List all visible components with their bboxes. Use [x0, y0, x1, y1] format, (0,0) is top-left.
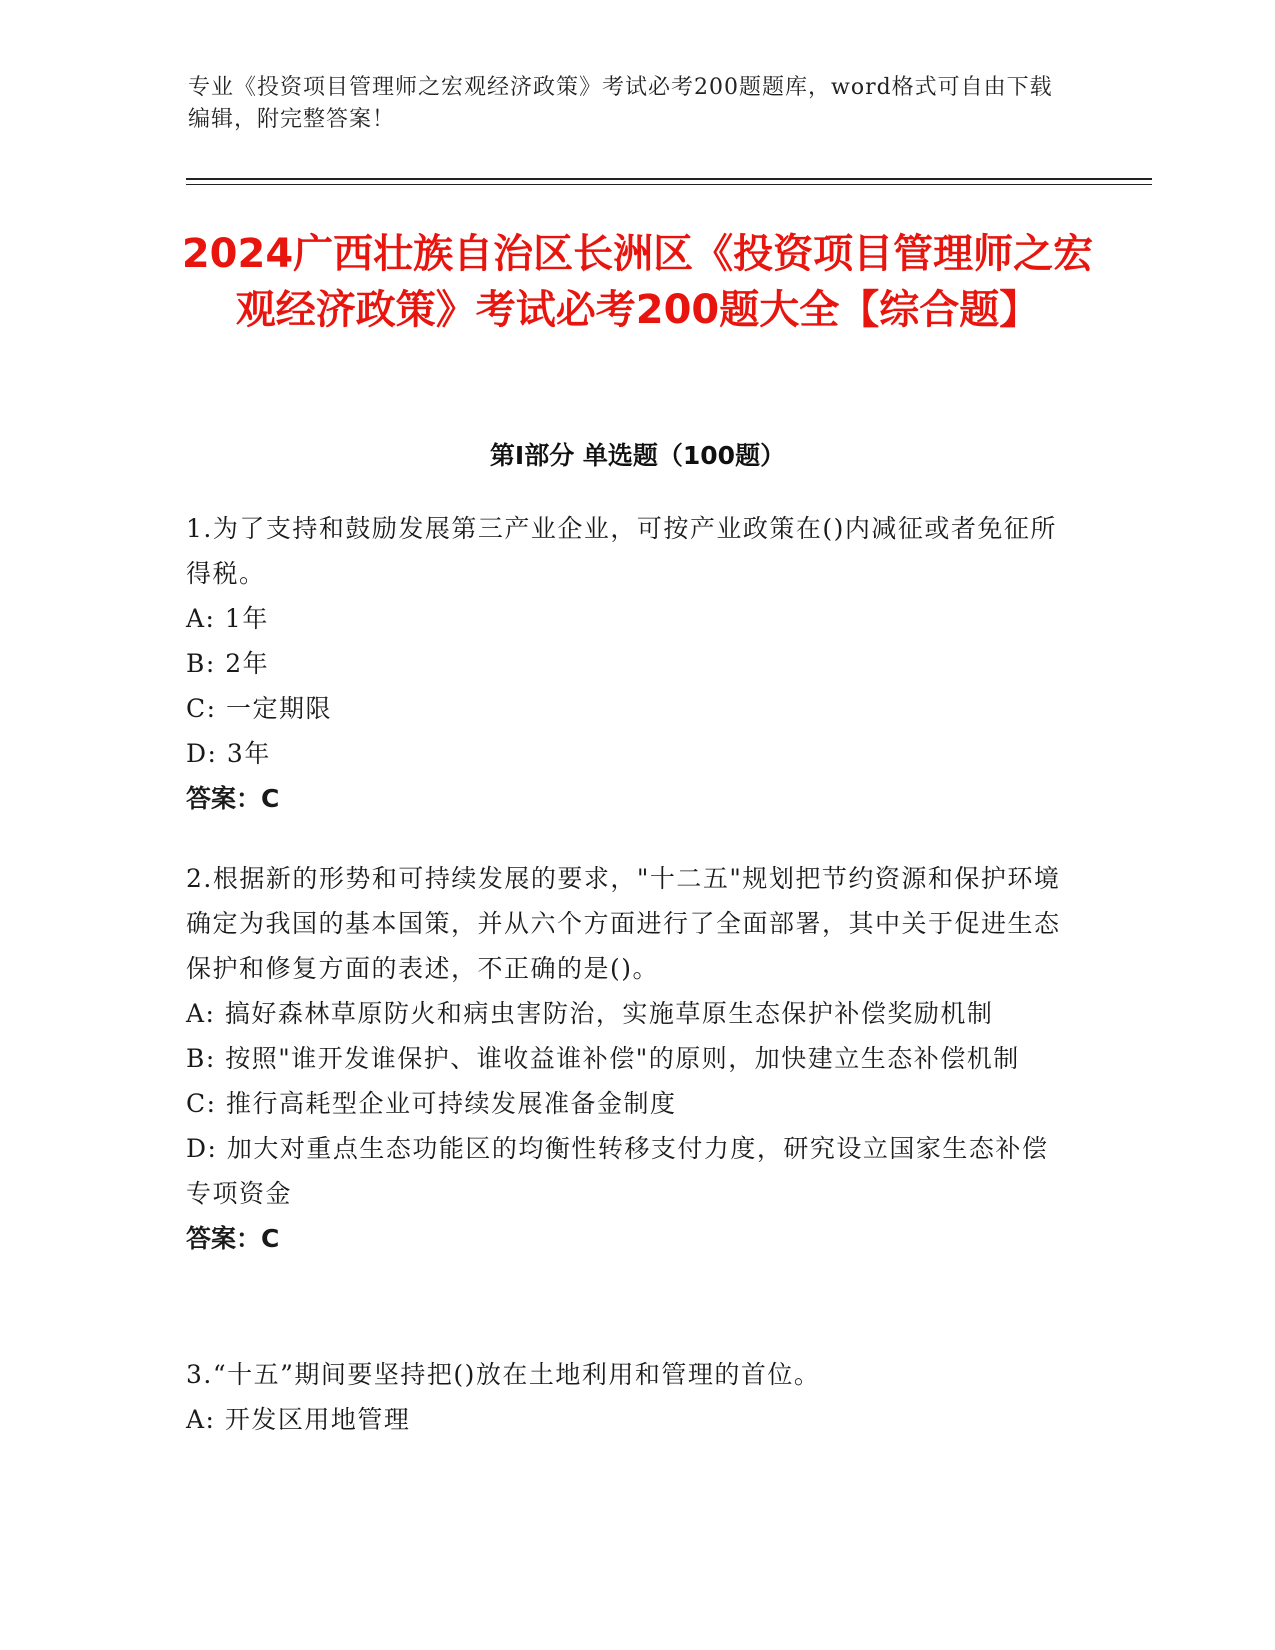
header-note: 专业《投资项目管理师之宏观经济政策》考试必考200题题库，word格式可自由下载编辑，附完整答案！ [188, 75, 1053, 132]
option-c: C: 推行高耗型企业可持续发展准备金制度 [186, 1089, 677, 1118]
option-b: B: 2年 [186, 649, 270, 678]
document-title: 2024广西壮族自治区长洲区《投资项目管理师之宏观经济政策》考试必考200题大全【综合题】 [181, 231, 1094, 333]
answer: 答案：C [186, 784, 280, 813]
header-divider-thin [186, 184, 1152, 185]
option-b: B: 按照"谁开发谁保护、谁收益谁补偿"的原则，加快建立生态补偿机制 [186, 1044, 1020, 1073]
question-stem: 2.根据新的形势和可持续发展的要求，"十二五"规划把节约资源和保护环境确定为我国的基本国策，并从六个方面进行了全面部署，其中关于促进生态保护和修复方面的表述，不正确的是()。 [186, 864, 1061, 983]
section-heading: 第I部分 单选题（100题） [489, 441, 786, 470]
option-a: A: 搞好森林草原防火和病虫害防治，实施草原生态保护补偿奖励机制 [186, 999, 994, 1028]
option-a: A: 开发区用地管理 [186, 1405, 411, 1434]
question-stem: 1.为了支持和鼓励发展第三产业企业，可按产业政策在()内减征或者免征所得税。 [186, 514, 1057, 588]
option-c: C: 一定期限 [186, 694, 332, 723]
question-stem: 3.“十五”期间要坚持把()放在土地利用和管理的首位。 [186, 1360, 821, 1389]
question-2 [186, 856, 1066, 1261]
option-a: A: 1年 [186, 604, 269, 633]
option-d: D: 加大对重点生态功能区的均衡性转移支付力度，研究设立国家生态补偿专项资金 [186, 1134, 1049, 1208]
question-1 [186, 506, 1066, 821]
question-3 [186, 1352, 1066, 1442]
answer: 答案：C [186, 1224, 280, 1253]
option-d: D: 3年 [186, 739, 271, 768]
header-divider [186, 178, 1152, 180]
